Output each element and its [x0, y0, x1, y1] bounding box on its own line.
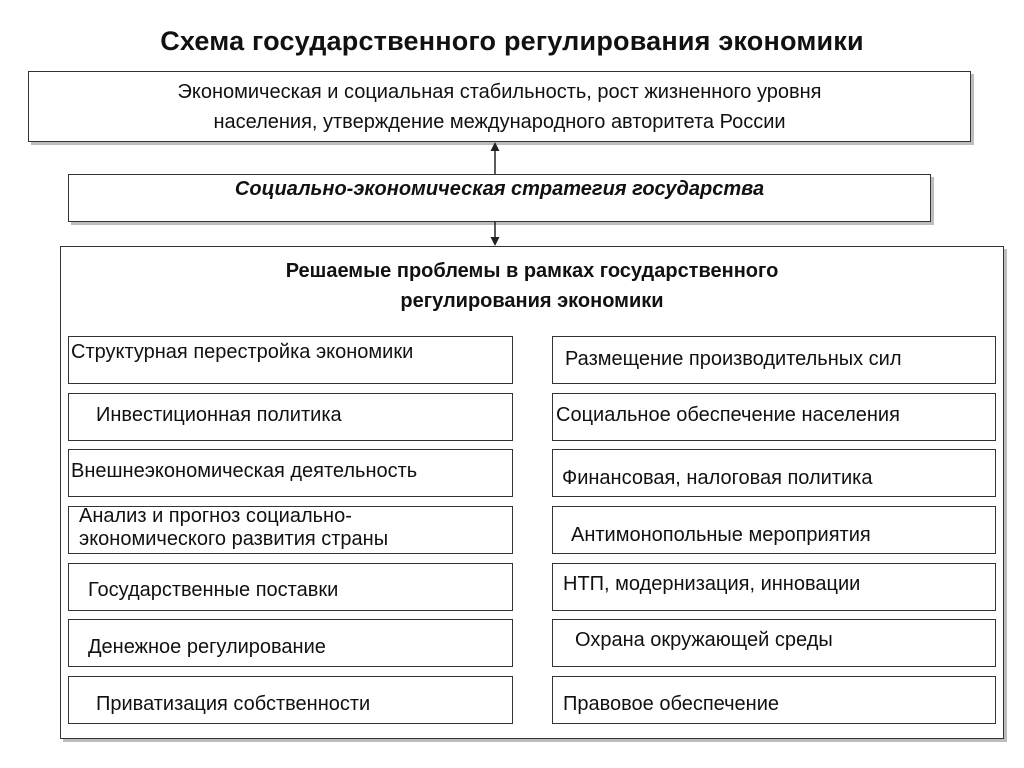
problem-item [552, 393, 996, 441]
goal-line-2: населения, утверждение международного авторитета России [213, 111, 786, 133]
problem-item-label: Правовое обеспечение [563, 693, 779, 715]
problem-item [552, 619, 996, 667]
problem-item-label: Размещение производительных сил [565, 348, 902, 370]
problem-item [68, 563, 513, 611]
problem-item [552, 506, 996, 554]
problem-item-label: Инвестиционная политика [96, 404, 342, 426]
problem-item [552, 449, 996, 497]
problem-item-label: Финансовая, налоговая политика [562, 467, 873, 489]
problem-item-label: Государственные поставки [88, 579, 339, 601]
problem-item [552, 336, 996, 384]
problem-item-label-line-2: экономического развития страны [79, 528, 389, 550]
problem-item-label: Денежное регулирование [88, 636, 326, 658]
strategy-label: Социально-экономическая стратегия государства [234, 178, 765, 200]
problem-item [68, 676, 513, 724]
problem-item [68, 506, 513, 554]
problem-item [68, 449, 513, 497]
problem-item-label: Охрана окружающей среды [575, 629, 833, 651]
goal-box [28, 71, 971, 142]
diagram-title: Схема государственного регулирования экономики [160, 26, 864, 56]
problems-heading-line-1: Решаемые проблемы в рамках государственного [285, 260, 779, 282]
problem-item-label: Антимонопольные мероприятия [571, 524, 871, 546]
problem-item [68, 393, 513, 441]
problem-item-label: Структурная перестройка экономики [71, 341, 414, 363]
problem-item [552, 563, 996, 611]
arrow-down-to-problems [487, 221, 503, 247]
arrow-up-to-goal [487, 141, 503, 175]
problem-item [68, 619, 513, 667]
problem-item [552, 676, 996, 724]
problem-item-label: Приватизация собственности [96, 693, 371, 715]
problems-heading-line-2: регулирования экономики [400, 290, 664, 312]
strategy-box [68, 174, 931, 222]
problem-item-label: НТП, модернизация, инновации [563, 573, 861, 595]
goal-line-1: Экономическая и социальная стабильность, рост жизненного уровня [177, 81, 822, 103]
problem-item-label: Внешнеэкономическая деятельность [71, 460, 418, 482]
problem-item-label-line-1: Анализ и прогноз социально- [79, 505, 352, 527]
problem-item-label: Социальное обеспечение населения [556, 404, 900, 426]
problem-item [68, 336, 513, 384]
